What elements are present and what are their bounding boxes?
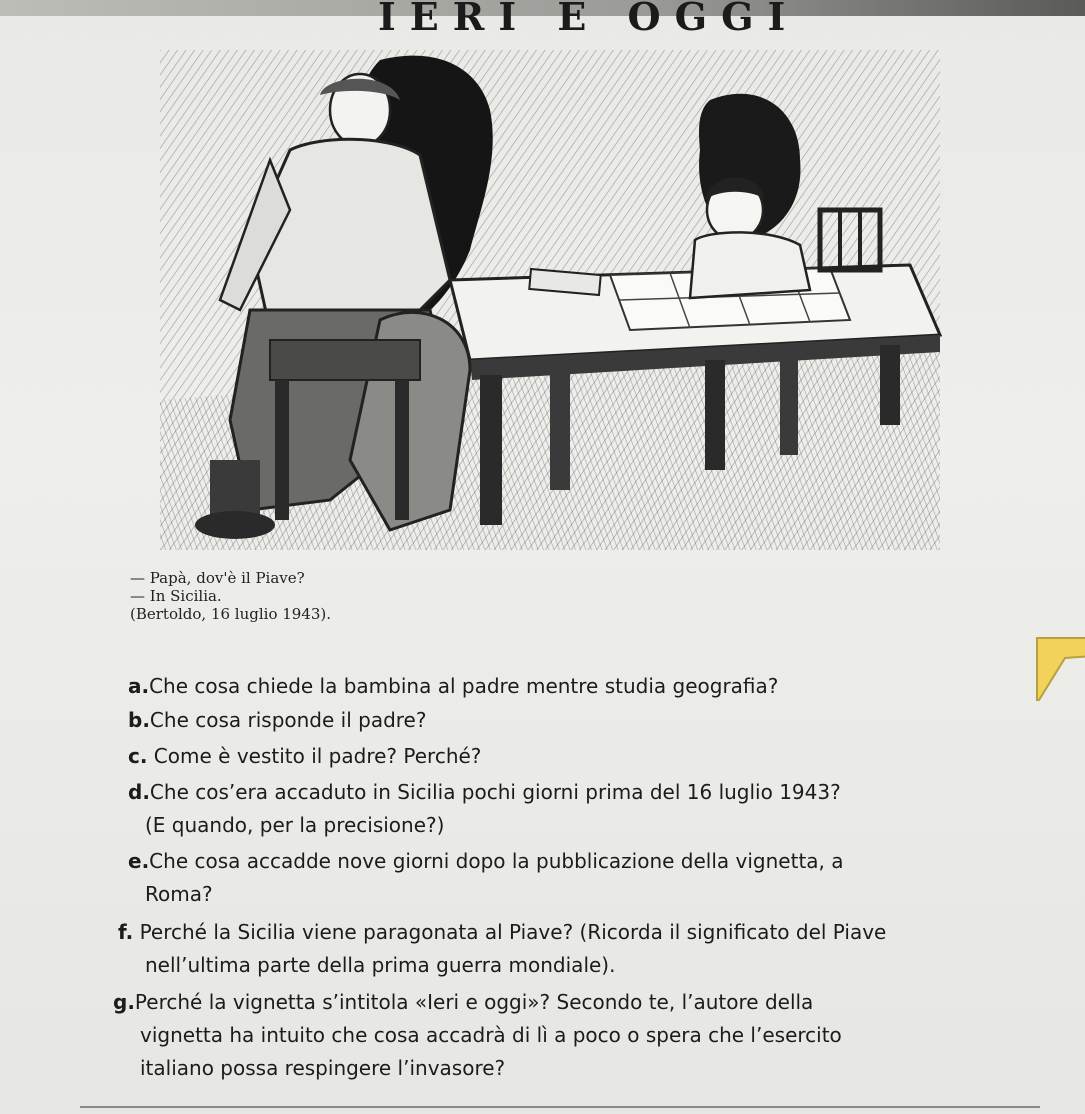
question-f-continuation: nell’ultima parte della prima guerra mondiale). [145, 953, 616, 977]
question-letter: f. [118, 920, 134, 944]
question-letter: d. [128, 780, 150, 804]
question-d-continuation: (E quando, per la precisione?) [145, 813, 445, 837]
question-text: Perché la vignetta s’intitola «Ieri e oggi»? Secondo te, l’autore della [134, 990, 814, 1014]
question-d [128, 776, 841, 809]
question-text: Che cosa accadde nove giorni dopo la pubblicazione della vignetta, a [149, 849, 844, 873]
question-letter: a. [128, 674, 150, 698]
question-b [128, 704, 426, 737]
question-text: Che cosa chiede la bambina al padre mentre studia geografia? [149, 674, 779, 698]
question-text: Che cos’era accaduto in Sicilia pochi giorni prima del 16 luglio 1943? [149, 780, 841, 804]
question-f [118, 916, 886, 949]
question-text: Che cosa risponde il padre? [149, 708, 427, 732]
question-e-continuation: Roma? [145, 882, 213, 906]
question-g-continuation-2: italiano possa respingere l’invasore? [140, 1056, 506, 1080]
caption-line-2: — In Sicilia. [130, 587, 222, 605]
caption-line-1: — Papà, dov'è il Piave? [130, 569, 305, 587]
question-text: Come è vestito il padre? Perché? [147, 744, 482, 768]
question-letter: b. [128, 708, 150, 732]
cartoon-illustration [150, 40, 950, 560]
question-e [128, 845, 844, 878]
page-title: IERI E OGGI [378, 0, 800, 39]
question-g-continuation-1: vignetta ha intuito che cosa accadrà di lì a poco o spera che l’esercito [140, 1023, 842, 1047]
yellow-bookmark-icon [1035, 636, 1085, 702]
question-text: Perché la Sicilia viene paragonata al Piave? (Ricorda il significato del Piave [133, 920, 887, 944]
bottom-divider [80, 1106, 1040, 1108]
question-a [128, 670, 778, 703]
question-c [128, 740, 481, 773]
question-letter: g. [113, 990, 135, 1014]
question-letter: e. [128, 849, 150, 873]
question-letter: c. [128, 744, 148, 768]
question-g [113, 986, 813, 1019]
caption-line-3: (Bertoldo, 16 luglio 1943). [130, 605, 332, 623]
